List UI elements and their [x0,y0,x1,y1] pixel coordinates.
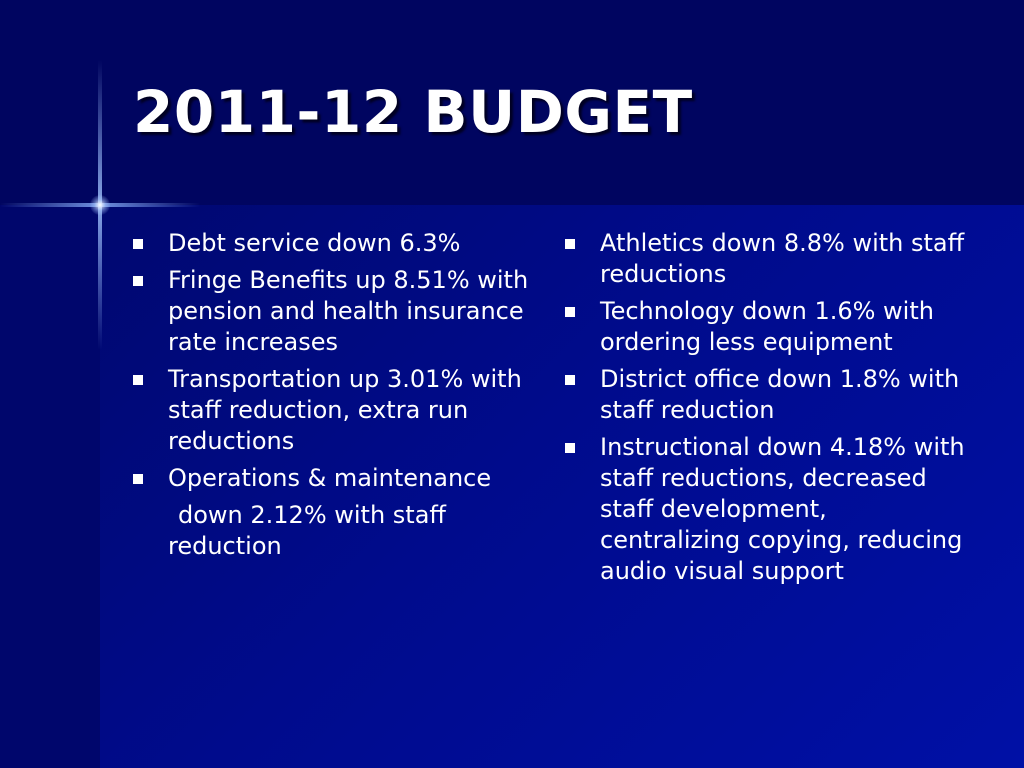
bullet-text: Operations & maintenance [168,464,492,492]
bullet-item [130,463,530,562]
left-bullet-list [130,228,530,568]
square-bullet-icon [565,307,575,317]
bullet-item [130,228,530,259]
bullet-text: Transportation up 3.01% with staff reduction, extra run reductions [168,365,522,455]
slide-title: 2011-12 BUDGET [133,78,693,146]
bullet-text: Technology down 1.6% with ordering less equipment [600,297,934,356]
square-bullet-icon [565,239,575,249]
square-bullet-icon [133,474,143,484]
bullet-item [562,296,972,358]
bullet-continuation [168,500,530,562]
bullet-continuation-text: down 2.12% with staff reduction [168,501,446,560]
bullet-text: Instructional down 4.18% with staff reductions, decreased staff development, centralizing copying, reducing audio visual support [600,433,965,585]
right-bullet-list [562,228,972,593]
bullet-text: Fringe Benefits up 8.51% with pension and health insurance rate increases [168,266,529,356]
bullet-text: Athletics down 8.8% with staff reductions [600,229,965,288]
square-bullet-icon [565,375,575,385]
square-bullet-icon [565,443,575,453]
left-band [0,205,100,768]
bullet-text: District office down 1.8% with staff reduction [600,365,960,424]
bullet-item [562,432,972,587]
square-bullet-icon [133,239,143,249]
square-bullet-icon [133,276,143,286]
bullet-text: Debt service down 6.3% [168,229,461,257]
square-bullet-icon [133,375,143,385]
bullet-item [562,228,972,290]
light-flare-icon [90,195,110,215]
bullet-item [130,265,530,358]
bullet-item [562,364,972,426]
bullet-item [130,364,530,457]
